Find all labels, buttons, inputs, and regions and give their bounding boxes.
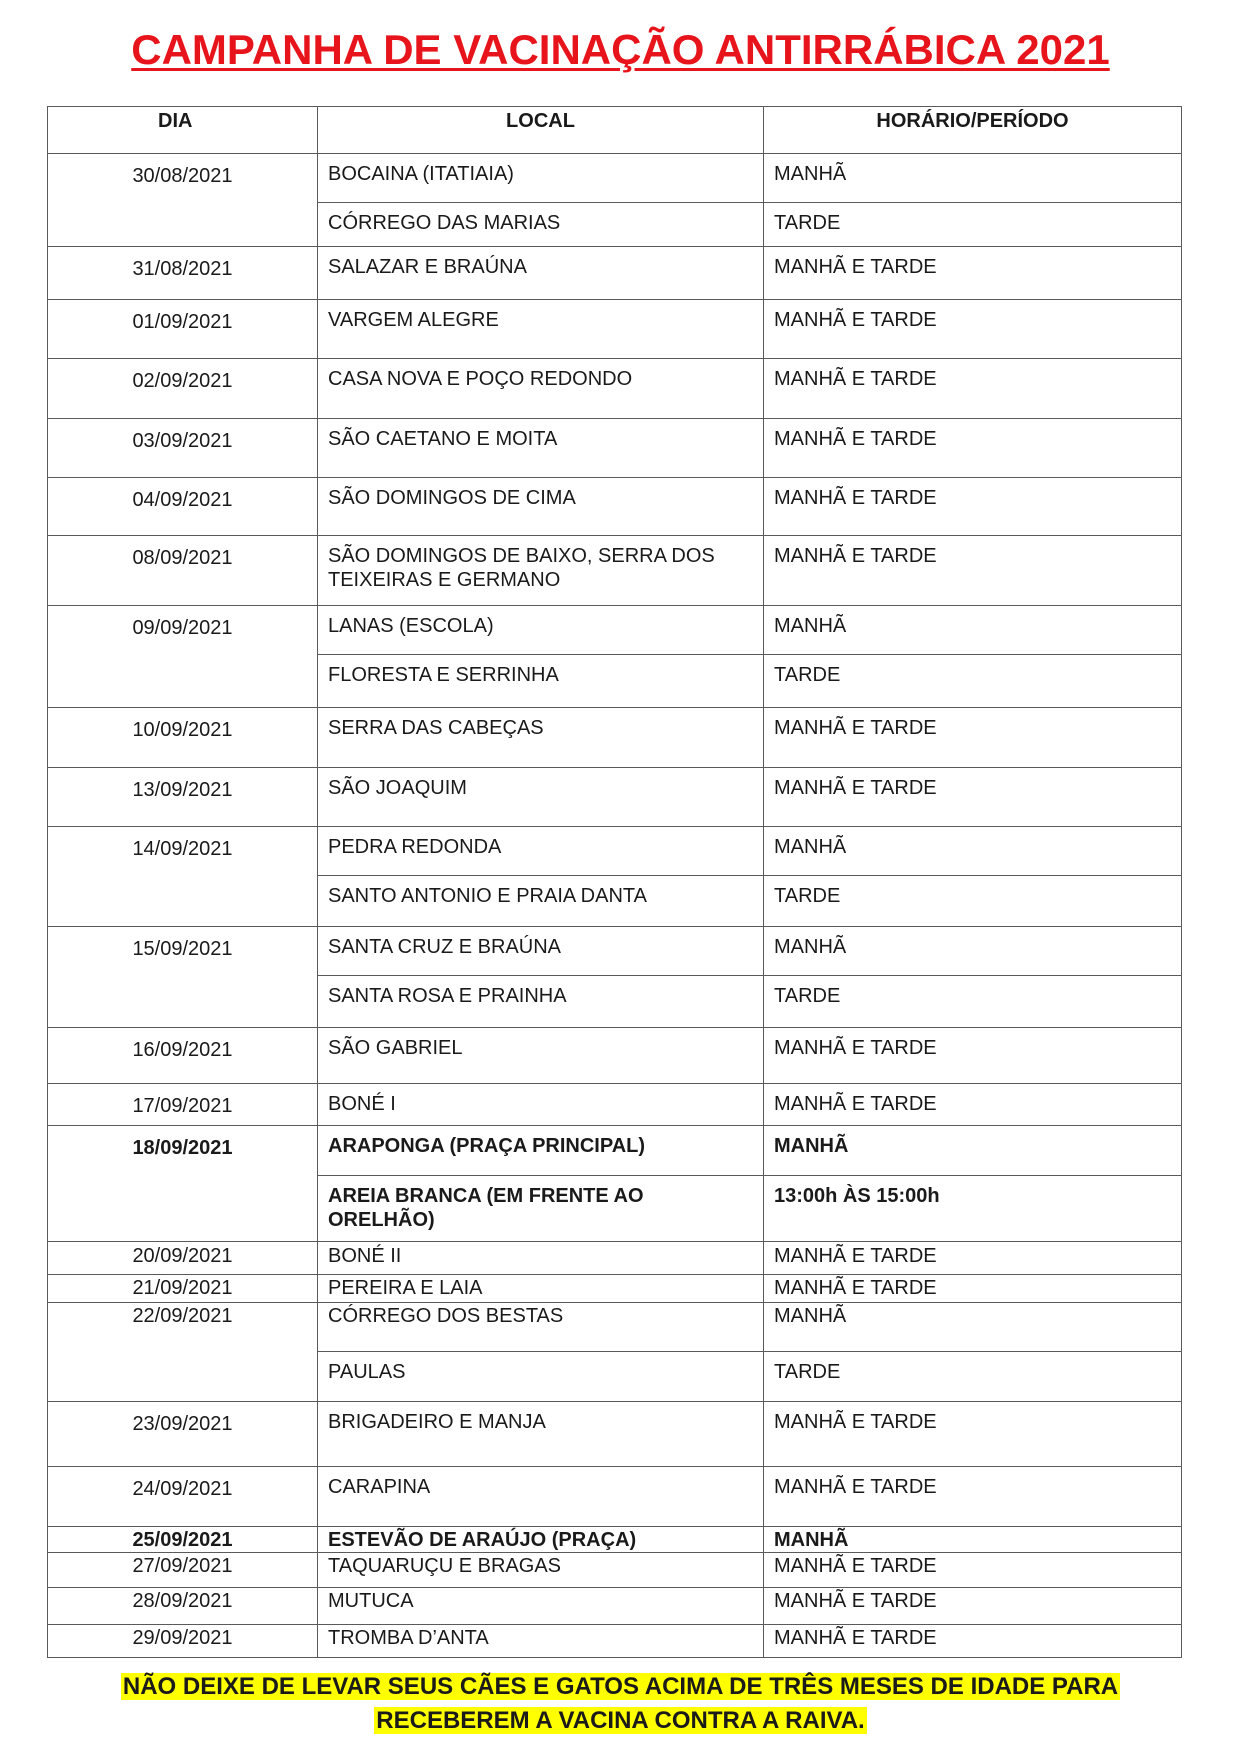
cell-horario: TARDE bbox=[764, 876, 1182, 927]
cell-dia: 30/08/2021 bbox=[48, 154, 318, 247]
cell-dia: 04/09/2021 bbox=[48, 478, 318, 536]
cell-local: LANAS (ESCOLA) bbox=[318, 606, 764, 655]
table-row bbox=[48, 827, 1182, 876]
cell-dia: 03/09/2021 bbox=[48, 419, 318, 478]
cell-horario: MANHÃ E TARDE bbox=[764, 359, 1182, 419]
table-row bbox=[48, 1084, 1182, 1126]
cell-dia: 25/09/2021 bbox=[48, 1527, 318, 1553]
cell-local: SÃO DOMINGOS DE BAIXO, SERRA DOS TEIXEIRAS E GERMANO bbox=[318, 536, 764, 606]
cell-local: MUTUCA bbox=[318, 1588, 764, 1625]
table-row bbox=[48, 247, 1182, 300]
table-row bbox=[48, 927, 1182, 976]
cell-local: PEDRA REDONDA bbox=[318, 827, 764, 876]
cell-dia: 31/08/2021 bbox=[48, 247, 318, 300]
cell-dia: 29/09/2021 bbox=[48, 1625, 318, 1658]
table-row bbox=[48, 419, 1182, 478]
cell-dia: 23/09/2021 bbox=[48, 1402, 318, 1467]
cell-dia: 08/09/2021 bbox=[48, 536, 318, 606]
table-row bbox=[48, 1242, 1182, 1275]
cell-local: PEREIRA E LAIA bbox=[318, 1275, 764, 1303]
cell-dia: 14/09/2021 bbox=[48, 827, 318, 927]
document-title-wrap bbox=[0, 26, 1241, 74]
table-row bbox=[48, 1527, 1182, 1553]
header-horario: HORÁRIO/PERÍODO bbox=[764, 107, 1182, 154]
document-title: CAMPANHA DE VACINAÇÃO ANTIRRÁBICA 2021 bbox=[131, 26, 1110, 73]
cell-horario: TARDE bbox=[764, 203, 1182, 247]
cell-horario: MANHÃ E TARDE bbox=[764, 708, 1182, 768]
cell-horario: MANHÃ E TARDE bbox=[764, 1553, 1182, 1588]
table-row bbox=[48, 768, 1182, 827]
cell-local: SERRA DAS CABEÇAS bbox=[318, 708, 764, 768]
cell-dia: 18/09/2021 bbox=[48, 1126, 318, 1242]
header-local: LOCAL bbox=[318, 107, 764, 154]
cell-horario: MANHÃ bbox=[764, 927, 1182, 976]
cell-horario: MANHÃ E TARDE bbox=[764, 1588, 1182, 1625]
table-row bbox=[48, 1028, 1182, 1084]
cell-horario: MANHÃ E TARDE bbox=[764, 768, 1182, 827]
cell-local: SALAZAR E BRAÚNA bbox=[318, 247, 764, 300]
cell-local: SANTO ANTONIO E PRAIA DANTA bbox=[318, 876, 764, 927]
cell-local: SÃO DOMINGOS DE CIMA bbox=[318, 478, 764, 536]
cell-local: ARAPONGA (PRAÇA PRINCIPAL) bbox=[318, 1126, 764, 1176]
table-row bbox=[48, 1126, 1182, 1176]
cell-dia: 13/09/2021 bbox=[48, 768, 318, 827]
cell-local: SÃO CAETANO E MOITA bbox=[318, 419, 764, 478]
cell-local: SANTA ROSA E PRAINHA bbox=[318, 976, 764, 1028]
cell-dia: 16/09/2021 bbox=[48, 1028, 318, 1084]
cell-local: SÃO GABRIEL bbox=[318, 1028, 764, 1084]
cell-horario: TARDE bbox=[764, 976, 1182, 1028]
cell-horario: MANHÃ bbox=[764, 1527, 1182, 1553]
cell-horario: MANHÃ bbox=[764, 1126, 1182, 1176]
cell-horario: MANHÃ E TARDE bbox=[764, 247, 1182, 300]
cell-horario: MANHÃ E TARDE bbox=[764, 1625, 1182, 1658]
table-row bbox=[48, 1467, 1182, 1527]
cell-horario: MANHÃ E TARDE bbox=[764, 1402, 1182, 1467]
table-row bbox=[48, 478, 1182, 536]
cell-local: BONÉ I bbox=[318, 1084, 764, 1126]
table-row bbox=[48, 1303, 1182, 1352]
cell-dia: 01/09/2021 bbox=[48, 300, 318, 359]
cell-dia: 09/09/2021 bbox=[48, 606, 318, 708]
cell-local: CARAPINA bbox=[318, 1467, 764, 1527]
cell-local: ESTEVÃO DE ARAÚJO (PRAÇA) bbox=[318, 1527, 764, 1553]
cell-local: FLORESTA E SERRINHA bbox=[318, 655, 764, 708]
cell-local: BONÉ II bbox=[318, 1242, 764, 1275]
cell-local: TROMBA D’ANTA bbox=[318, 1625, 764, 1658]
cell-local: CÓRREGO DAS MARIAS bbox=[318, 203, 764, 247]
cell-horario: MANHÃ bbox=[764, 1303, 1182, 1352]
cell-horario: MANHÃ E TARDE bbox=[764, 1467, 1182, 1527]
cell-dia: 21/09/2021 bbox=[48, 1275, 318, 1303]
header-row bbox=[48, 107, 1182, 154]
cell-dia: 17/09/2021 bbox=[48, 1084, 318, 1126]
cell-horario: MANHÃ bbox=[764, 606, 1182, 655]
cell-local: SANTA CRUZ E BRAÚNA bbox=[318, 927, 764, 976]
cell-horario: MANHÃ E TARDE bbox=[764, 1242, 1182, 1275]
cell-local: BOCAINA (ITATIAIA) bbox=[318, 154, 764, 203]
cell-horario: TARDE bbox=[764, 655, 1182, 708]
cell-horario: MANHÃ bbox=[764, 154, 1182, 203]
cell-horario: MANHÃ E TARDE bbox=[764, 478, 1182, 536]
table-row bbox=[48, 1275, 1182, 1303]
table-row bbox=[48, 708, 1182, 768]
cell-horario: 13:00h ÀS 15:00h bbox=[764, 1176, 1182, 1242]
cell-local: BRIGADEIRO E MANJA bbox=[318, 1402, 764, 1467]
cell-horario: MANHÃ E TARDE bbox=[764, 536, 1182, 606]
cell-dia: 28/09/2021 bbox=[48, 1588, 318, 1625]
cell-horario: MANHÃ E TARDE bbox=[764, 1275, 1182, 1303]
cell-horario: MANHÃ E TARDE bbox=[764, 1028, 1182, 1084]
schedule-table bbox=[47, 106, 1182, 1658]
cell-horario: MANHÃ E TARDE bbox=[764, 419, 1182, 478]
table-row bbox=[48, 1553, 1182, 1588]
cell-dia: 10/09/2021 bbox=[48, 708, 318, 768]
footer-line-1: NÃO DEIXE DE LEVAR SEUS CÃES E GATOS ACIMA DE TRÊS MESES DE IDADE PARA bbox=[122, 1673, 1119, 1700]
footer-notice bbox=[0, 1670, 1241, 1738]
cell-dia: 02/09/2021 bbox=[48, 359, 318, 419]
cell-horario: TARDE bbox=[764, 1352, 1182, 1402]
table-row bbox=[48, 154, 1182, 203]
cell-horario: MANHÃ E TARDE bbox=[764, 1084, 1182, 1126]
cell-local: CÓRREGO DOS BESTAS bbox=[318, 1303, 764, 1352]
cell-dia: 20/09/2021 bbox=[48, 1242, 318, 1275]
header-dia: DIA bbox=[48, 107, 318, 154]
cell-local: CASA NOVA E POÇO REDONDO bbox=[318, 359, 764, 419]
cell-dia: 22/09/2021 bbox=[48, 1303, 318, 1402]
cell-dia: 24/09/2021 bbox=[48, 1467, 318, 1527]
footer-line-2: RECEBEREM A VACINA CONTRA A RAIVA. bbox=[376, 1707, 865, 1734]
table-row bbox=[48, 1402, 1182, 1467]
table-row bbox=[48, 1625, 1182, 1658]
cell-local: PAULAS bbox=[318, 1352, 764, 1402]
table-row bbox=[48, 300, 1182, 359]
cell-dia: 27/09/2021 bbox=[48, 1553, 318, 1588]
table-row bbox=[48, 606, 1182, 655]
table-row bbox=[48, 359, 1182, 419]
cell-local: AREIA BRANCA (EM FRENTE AO ORELHÃO) bbox=[318, 1176, 764, 1242]
cell-local: TAQUARUÇU E BRAGAS bbox=[318, 1553, 764, 1588]
cell-local: VARGEM ALEGRE bbox=[318, 300, 764, 359]
cell-horario: MANHÃ E TARDE bbox=[764, 300, 1182, 359]
table-row bbox=[48, 1588, 1182, 1625]
cell-local: SÃO JOAQUIM bbox=[318, 768, 764, 827]
table-row bbox=[48, 536, 1182, 606]
cell-dia: 15/09/2021 bbox=[48, 927, 318, 1028]
cell-horario: MANHÃ bbox=[764, 827, 1182, 876]
